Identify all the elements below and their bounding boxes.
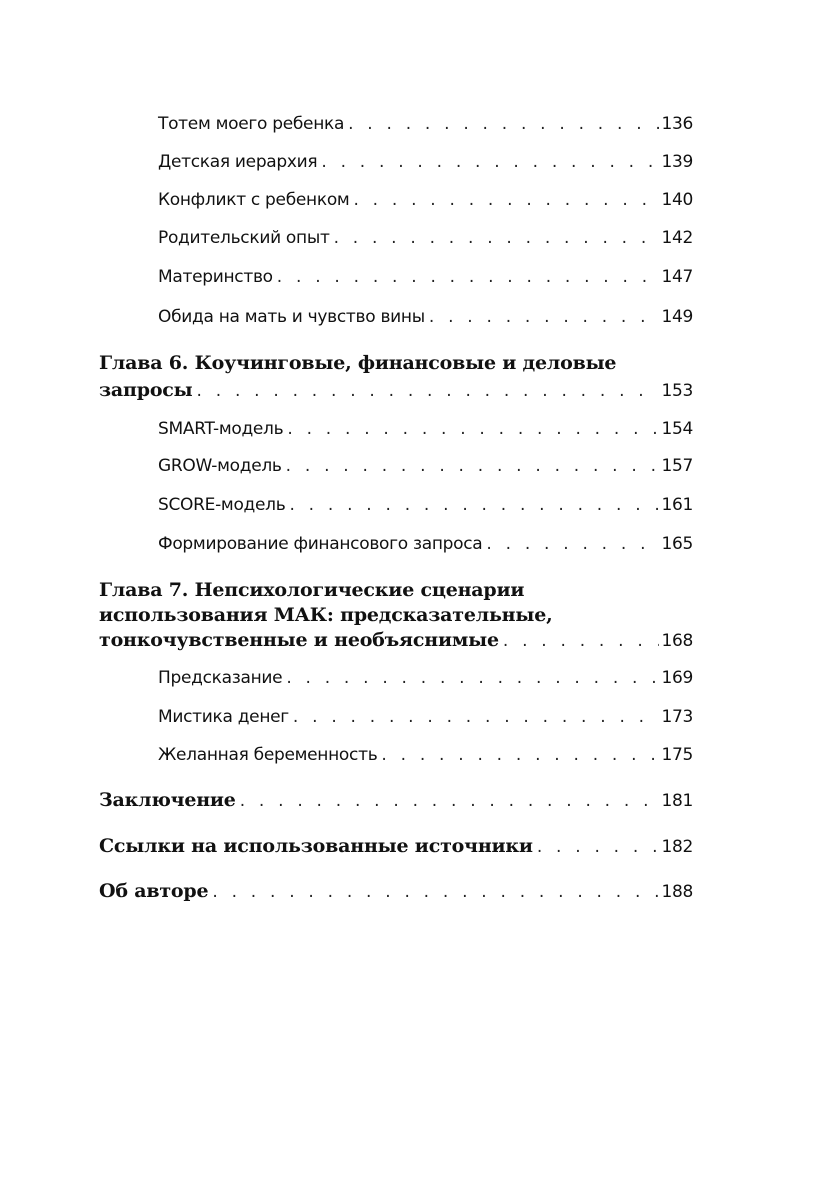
toc-entry-title: Об авторе [99, 880, 209, 902]
toc-entry-page: 168 [661, 631, 693, 651]
leader-dots [287, 419, 659, 439]
leader-dots [289, 495, 659, 515]
toc-entry-page: 142 [661, 228, 693, 248]
chapter-7-heading: Глава 7. Непсихологические сценарии [99, 579, 525, 601]
toc-entry [158, 190, 693, 210]
toc-entry [158, 456, 693, 476]
chapter-6-entry [99, 379, 693, 401]
toc-main-entry [99, 835, 693, 857]
leader-dots [503, 631, 660, 651]
toc-entry-page: 154 [661, 419, 693, 439]
toc-entry [158, 419, 693, 439]
toc-entry [158, 534, 693, 554]
toc-entry [158, 495, 693, 515]
toc-entry [158, 114, 693, 134]
toc-entry [158, 745, 693, 765]
toc-entry [158, 707, 693, 727]
toc-entry [158, 307, 693, 327]
toc-entry-title: Мистика денег [158, 707, 289, 727]
toc-entry-title: Тотем моего ребенка [158, 114, 345, 134]
leader-dots [293, 707, 660, 727]
toc-entry-title: запросы [99, 379, 193, 401]
toc-entry-page: 157 [661, 456, 693, 476]
toc-entry-title: Предсказание [158, 668, 283, 688]
toc-entry-page: 169 [661, 668, 693, 688]
leader-dots [321, 152, 659, 172]
toc-entry-page: 182 [661, 837, 693, 857]
toc-entry-title: Желанная беременность [158, 745, 378, 765]
toc-entry [158, 267, 693, 287]
leader-dots [286, 668, 659, 688]
leader-dots [537, 837, 660, 857]
chapter-7-heading: использования МАК: предсказательные, [99, 604, 553, 626]
toc-entry [158, 228, 693, 248]
toc-entry-title: Ссылки на использованные источники [99, 835, 533, 857]
toc-entry [158, 152, 693, 172]
leader-dots [353, 190, 659, 210]
toc-entry-page: 188 [661, 882, 693, 902]
leader-dots [381, 745, 659, 765]
toc-entry-page: 161 [661, 495, 693, 515]
toc-entry-title: Материнство [158, 267, 273, 287]
toc-entry [158, 668, 693, 688]
toc-entry-page: 181 [661, 791, 693, 811]
toc-main-entry [99, 789, 693, 811]
leader-dots [429, 307, 660, 327]
toc-entry-title: Родительский опыт [158, 228, 330, 248]
leader-dots [212, 882, 659, 902]
toc-main-entry [99, 880, 693, 902]
leader-dots [286, 456, 660, 476]
leader-dots [348, 114, 659, 134]
chapter-7-entry [99, 629, 693, 651]
toc-entry-title: Детская иерархия [158, 152, 318, 172]
leader-dots [240, 791, 660, 811]
toc-entry-page: 175 [661, 745, 693, 765]
leader-dots [197, 381, 660, 401]
toc-entry-page: 165 [661, 534, 693, 554]
toc-entry-page: 139 [661, 152, 693, 172]
toc-entry-title: тонкочувственные и необъяснимые [99, 629, 499, 651]
toc-entry-page: 153 [661, 381, 693, 401]
toc-entry-title: Формирование финансового запроса [158, 534, 483, 554]
toc-entry-title: SMART-модель [158, 419, 284, 439]
chapter-6-heading: Глава 6. Коучинговые, финансовые и деловые [99, 352, 617, 374]
toc-entry-title: SCORE-модель [158, 495, 286, 515]
toc-entry-page: 149 [661, 307, 693, 327]
leader-dots [486, 534, 659, 554]
toc-entry-page: 147 [661, 267, 693, 287]
toc-entry-page: 140 [661, 190, 693, 210]
leader-dots [334, 228, 660, 248]
toc-entry-title: Обида на мать и чувство вины [158, 307, 425, 327]
toc-entry-page: 173 [661, 707, 693, 727]
toc-entry-title: GROW-модель [158, 456, 282, 476]
toc-entry-page: 136 [661, 114, 693, 134]
toc-entry-title: Заключение [99, 789, 236, 811]
leader-dots [277, 267, 660, 287]
toc-entry-title: Конфликт с ребенком [158, 190, 350, 210]
